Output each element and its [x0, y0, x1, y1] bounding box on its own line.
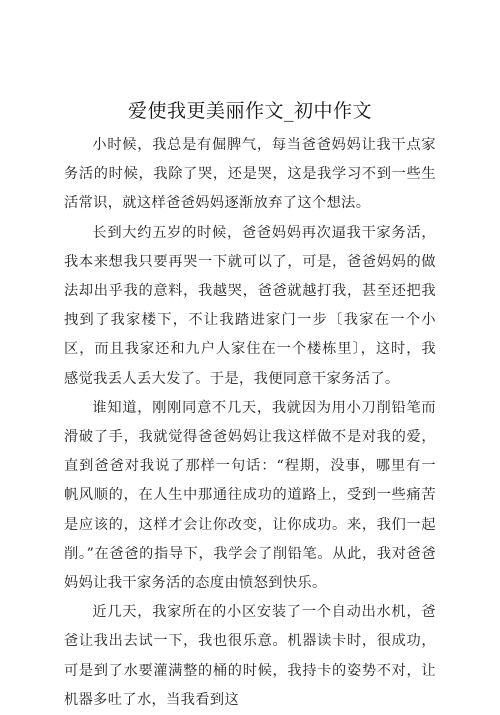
article-title: 爱使我更美丽作文_初中作文 — [127, 100, 372, 122]
paragraph: 长到大约五岁的时候，爸爸妈妈再次逼我干家务活，我本来想我只要再哭一下就可以了，可是，爸爸妈妈的做法却出乎我的意料，我越哭，爸爸就越打我，甚至还把我拽到了我家楼下，不让我踏进家门一步〔我家在一个小区，而且我家还和九户人家住在一个楼栋里〕，这时，我感觉我丢人丢大发了。于是，我便同意干家务活了。 — [64, 224, 436, 387]
article-body — [64, 131, 436, 715]
paragraph: 小时候，我总是有倔脾气，每当爸爸妈妈让我干点家务活的时候，我除了哭，还是哭，这是我学习不到一些生活常识，就这样爸爸妈妈逐渐放弃了这个想法。 — [64, 137, 436, 212]
paragraph: 谁知道，刚刚同意不几天，我就因为用小刀削铅笔而滑破了手，我就觉得爸爸妈妈让我这样做不是对我的爱，直到爸爸对我说了那样一句话：“程期，没事，哪里有一帆风顺的，在人生中那通往成功的道路上，受到一些痛苦是应该的，这样才会让你改变，让你成功。来，我们一起削。”在爸爸的指导下，我学会了削铅笔。从此，我对爸爸妈妈让我干家务活的态度由愤怒到快乐。 — [64, 399, 436, 592]
paragraph: 近几天，我家所在的小区安装了一个自动出水机，爸爸让我出去试一下，我也很乐意。机器读卡时，很成功，可是到了水要灌满整的桶的时候，我持卡的姿势不对，让机器多吐了水，当我看到这 — [64, 604, 436, 708]
